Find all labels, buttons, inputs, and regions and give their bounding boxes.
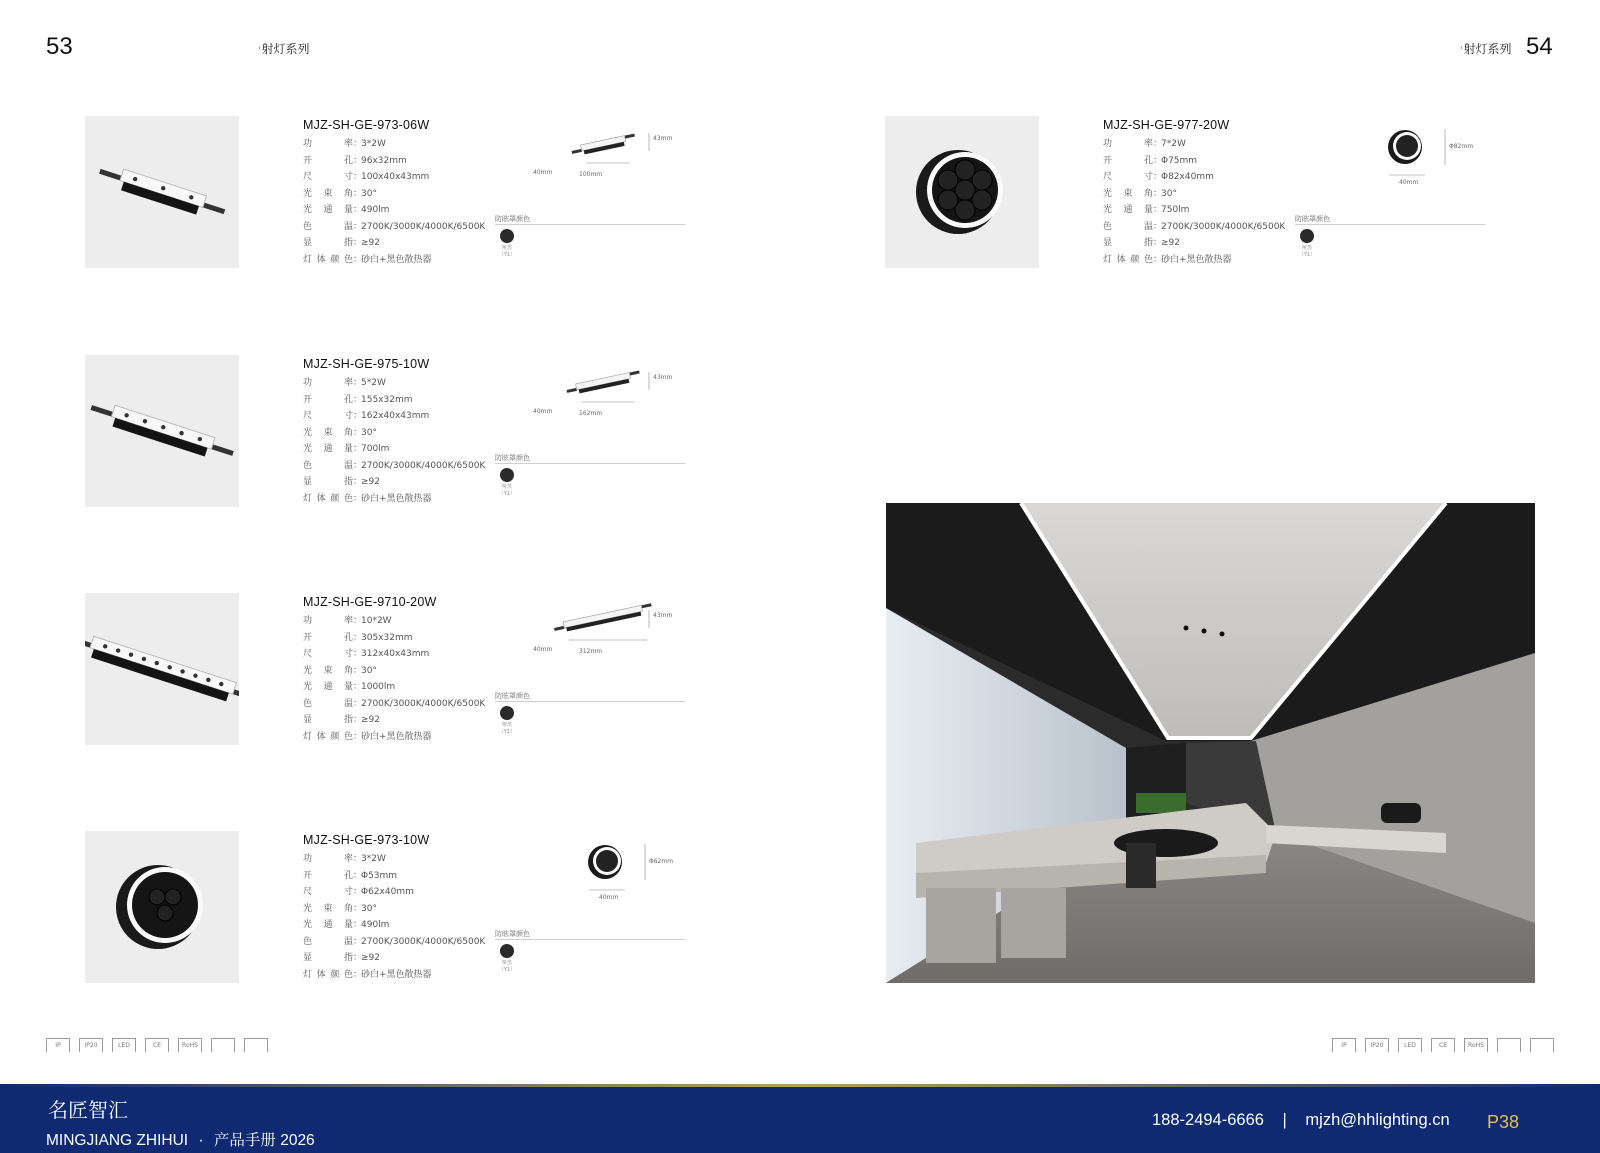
swatch-caption-name: 哑黑 — [501, 722, 512, 728]
spec-row — [303, 392, 485, 409]
living-room-illustration — [886, 503, 1535, 983]
swatch-section — [495, 214, 685, 259]
spec-value: Φ82x40mm — [1161, 172, 1214, 182]
swatch-caption-name: 哑黑 — [501, 484, 512, 490]
spec-label: 功 率 — [303, 139, 353, 149]
spec-label: 灯 体 颜 色 — [1103, 254, 1153, 265]
spec-colon: ： — [353, 493, 363, 504]
spec-row — [303, 491, 485, 508]
spec-list — [303, 613, 485, 745]
spec-list — [303, 375, 485, 507]
spec-colon: ： — [353, 155, 363, 166]
spec-value: 3*2W — [361, 139, 386, 149]
spec-row — [303, 646, 485, 663]
spec-value: 490lm — [361, 920, 390, 930]
dimension-drawing — [525, 360, 685, 420]
spec-label: 开 孔 — [303, 632, 353, 643]
spec-value: 7*2W — [1161, 139, 1186, 149]
spec-label: 灯 体 颜 色 — [303, 493, 353, 504]
swatch-caption-name: 哑黑 — [501, 245, 512, 251]
spec-value: 2700K/3000K/4000K/6500K — [361, 460, 486, 471]
swatch-title: 防眩罩颜色 — [495, 215, 530, 223]
swatch-title: 防眩罩颜色 — [495, 454, 530, 462]
product-model: MJZ-SH-GE-977-20W — [1103, 118, 1230, 132]
spec-colon: ： — [1153, 205, 1163, 215]
spec-list — [303, 136, 485, 268]
spec-value: 砂白+黑色散热器 — [361, 254, 432, 265]
swatch-matte-black — [1300, 229, 1314, 243]
spec-label: 光 通 量 — [303, 205, 353, 215]
spec-value: 155x32mm — [361, 394, 413, 405]
swatch-section — [495, 929, 685, 974]
dimension-sketch — [525, 836, 685, 896]
spec-colon: ： — [353, 936, 363, 947]
swatch-caption — [495, 722, 519, 736]
certification-icon: IP — [1332, 1038, 1356, 1052]
spec-row — [303, 202, 485, 219]
certifications-right — [1332, 1038, 1563, 1052]
spec-colon: ： — [353, 254, 363, 265]
certifications-left — [46, 1038, 277, 1052]
spec-row — [303, 901, 485, 918]
spec-row — [303, 679, 485, 696]
spec-row — [303, 934, 485, 951]
brand-english-name: MINGJIANG ZHIHUI — [46, 1132, 189, 1149]
certification-icon — [1497, 1038, 1521, 1052]
dimension-drawing — [1325, 121, 1485, 186]
swatch-caption-name: 哑黑 — [501, 960, 512, 966]
product-image — [885, 116, 1039, 268]
contact-separator: | — [1282, 1111, 1287, 1129]
dimension-drawing — [525, 598, 685, 658]
spec-row — [1103, 235, 1285, 252]
spec-colon: ： — [353, 427, 363, 438]
swatch-title: 防眩罩颜色 — [495, 692, 530, 700]
certification-icon — [211, 1038, 235, 1052]
spec-row — [303, 441, 485, 458]
spec-row — [303, 219, 485, 236]
spec-label: 灯 体 颜 色 — [303, 731, 353, 742]
product-model: MJZ-SH-GE-975-10W — [303, 357, 430, 371]
phone-number: 188-2494-6666 — [1152, 1111, 1264, 1129]
spec-colon: ： — [353, 920, 363, 930]
spec-row — [1103, 252, 1285, 269]
dimension-label: 40mm — [533, 646, 553, 653]
spec-colon: ： — [353, 632, 363, 643]
spec-label: 尺 寸 — [1103, 172, 1153, 182]
spec-row — [303, 696, 485, 713]
certification-icon: RoHS — [1464, 1038, 1488, 1052]
spec-value: 30° — [361, 903, 377, 914]
spec-value: 5*2W — [361, 378, 386, 388]
spec-row — [303, 868, 485, 885]
spec-value: 162x40x43mm — [361, 411, 430, 421]
certification-icon: LED — [1398, 1038, 1422, 1052]
spec-colon: ： — [353, 139, 363, 149]
spec-list — [1103, 136, 1285, 268]
spec-label: 功 率 — [303, 854, 353, 864]
spec-label: 光 通 量 — [303, 920, 353, 930]
certification-icon: RoHS — [178, 1038, 202, 1052]
spec-list — [303, 851, 485, 983]
spec-value: 30° — [361, 427, 377, 438]
spec-label: 显 指 — [303, 953, 353, 963]
spec-row — [1103, 169, 1285, 186]
dimension-drawing — [525, 836, 685, 901]
spec-row — [1103, 186, 1285, 203]
swatch-caption-code: （Y1） — [498, 491, 516, 497]
spec-colon: ： — [1153, 188, 1163, 199]
spec-row — [303, 375, 485, 392]
product-image — [85, 593, 239, 745]
spec-label: 开 孔 — [303, 155, 353, 166]
spec-label: 开 孔 — [303, 870, 353, 881]
spec-value: 10*2W — [361, 616, 392, 626]
spec-colon: ： — [353, 854, 363, 864]
spec-value: ≥92 — [361, 238, 380, 248]
spec-row — [303, 235, 485, 252]
swatch-matte-black — [500, 229, 514, 243]
spec-row — [303, 425, 485, 442]
spec-row — [303, 729, 485, 746]
spec-label: 光 束 角 — [303, 427, 353, 438]
product-image — [85, 355, 239, 507]
dimension-label: Φ82mm — [1449, 143, 1474, 150]
spec-row — [1103, 219, 1285, 236]
swatch-section — [495, 691, 685, 736]
certification-icon: IP20 — [1365, 1038, 1389, 1052]
spec-label: 尺 寸 — [303, 172, 353, 182]
spec-label: 灯 体 颜 色 — [303, 969, 353, 980]
spec-value: 砂白+黑色散热器 — [1161, 254, 1232, 265]
spec-label: 尺 寸 — [303, 411, 353, 421]
swatch-divider — [495, 463, 685, 464]
product-thumbnail — [85, 355, 239, 507]
spec-value: 700lm — [361, 444, 390, 454]
spec-label: 尺 寸 — [303, 649, 353, 659]
certification-icon: IP20 — [79, 1038, 103, 1052]
spec-row — [303, 712, 485, 729]
spec-row — [303, 474, 485, 491]
spec-label: 色 温 — [303, 460, 353, 471]
swatch-caption-code: （Y1） — [498, 252, 516, 258]
spec-value: 96x32mm — [361, 155, 407, 166]
swatch-caption — [495, 245, 519, 259]
spec-value: Φ62x40mm — [361, 887, 414, 897]
swatch-caption — [495, 960, 519, 974]
swatch-caption-name: 哑黑 — [1301, 245, 1312, 251]
swatch-caption-code: （Y1） — [1298, 252, 1316, 258]
spec-colon: ： — [353, 444, 363, 454]
catalog-title: 产品手册 2026 — [213, 1132, 315, 1149]
spec-colon: ： — [353, 682, 363, 692]
spec-colon: ： — [353, 665, 363, 676]
spec-label: 光 束 角 — [303, 903, 353, 914]
spec-value: ≥92 — [361, 953, 380, 963]
spec-label: 光 束 角 — [303, 665, 353, 676]
spec-colon: ： — [353, 477, 363, 487]
spec-value: 30° — [1161, 188, 1177, 199]
left-series-label: ' 射灯系列 — [258, 40, 310, 57]
spec-label: 显 指 — [303, 238, 353, 248]
swatch-divider — [495, 939, 685, 940]
spec-label: 功 率 — [303, 616, 353, 626]
spec-colon: ： — [353, 887, 363, 897]
spec-value: 1000lm — [361, 682, 396, 692]
spec-row — [303, 136, 485, 153]
dimension-label: 40mm — [533, 408, 553, 415]
spec-label: 光 束 角 — [303, 188, 353, 199]
dimension-label: Φ62mm — [649, 858, 674, 865]
swatch-section — [1295, 214, 1485, 259]
swatch-divider — [495, 224, 685, 225]
spec-label: 光 通 量 — [1103, 205, 1153, 215]
spec-colon: ： — [353, 731, 363, 742]
spec-row — [303, 884, 485, 901]
spec-row — [1103, 136, 1285, 153]
spec-colon: ： — [353, 221, 363, 232]
spec-colon: ： — [353, 969, 363, 980]
spec-label: 显 指 — [303, 715, 353, 725]
spec-label: 显 指 — [1103, 238, 1153, 248]
spec-colon: ： — [353, 698, 363, 709]
certification-icon — [1530, 1038, 1554, 1052]
swatch-divider — [1295, 224, 1485, 225]
footer-page-number: P38 — [1487, 1112, 1520, 1132]
spec-row — [1103, 153, 1285, 170]
spec-label: 光 通 量 — [303, 444, 353, 454]
spec-colon: ： — [353, 649, 363, 659]
spec-colon: ： — [353, 715, 363, 725]
product-card — [85, 116, 705, 276]
spec-label: 开 孔 — [1103, 155, 1153, 166]
brand-dot: · — [198, 1132, 204, 1149]
spec-row — [303, 252, 485, 269]
product-thumbnail — [885, 116, 1039, 268]
product-thumbnail — [85, 593, 239, 745]
spec-value: 312x40x43mm — [361, 649, 430, 659]
spec-value: 30° — [361, 188, 377, 199]
product-model: MJZ-SH-GE-973-10W — [303, 833, 430, 847]
swatch-matte-black — [500, 944, 514, 958]
product-card — [85, 593, 705, 753]
spec-label: 色 温 — [303, 698, 353, 709]
swatch-caption-code: （Y1） — [498, 967, 516, 973]
spec-value: Φ53mm — [361, 870, 398, 881]
spec-row — [303, 630, 485, 647]
dimension-label: 40mm — [1399, 179, 1419, 186]
spec-row — [303, 613, 485, 630]
room-photo — [886, 503, 1535, 983]
product-thumbnail — [85, 116, 239, 268]
swatch-divider — [495, 701, 685, 702]
dimension-label: 43mm — [653, 374, 673, 381]
spec-label: 尺 寸 — [303, 887, 353, 897]
spec-label: 色 温 — [303, 936, 353, 947]
spec-value: 3*2W — [361, 854, 386, 864]
spec-colon: ： — [353, 903, 363, 914]
product-card — [885, 116, 1505, 276]
spec-label: 光 通 量 — [303, 682, 353, 692]
brand-line — [46, 1128, 315, 1150]
swatch-section — [495, 453, 685, 498]
dimension-label: 43mm — [653, 135, 673, 142]
spec-colon: ： — [1153, 139, 1163, 149]
spec-colon: ： — [353, 378, 363, 388]
spec-label: 色 温 — [1103, 221, 1153, 232]
spec-colon: ： — [353, 411, 363, 421]
spec-colon: ： — [353, 172, 363, 182]
spec-value: ≥92 — [361, 715, 380, 725]
swatch-caption-code: （Y1） — [498, 729, 516, 735]
spec-colon: ： — [1153, 254, 1163, 265]
spec-row — [303, 169, 485, 186]
spec-value: 305x32mm — [361, 632, 413, 643]
spec-label: 功 率 — [1103, 139, 1153, 149]
spec-value: ≥92 — [1161, 238, 1180, 248]
dimension-sketch — [1325, 121, 1485, 181]
spec-colon: ： — [353, 188, 363, 199]
spec-colon: ： — [353, 238, 363, 248]
product-image — [85, 831, 239, 983]
swatch-caption — [495, 484, 519, 498]
spec-colon: ： — [353, 616, 363, 626]
swatch-matte-black — [500, 468, 514, 482]
spec-colon: ： — [1153, 221, 1163, 232]
certification-icon: IP — [46, 1038, 70, 1052]
spec-colon: ： — [353, 870, 363, 881]
certification-icon: CE — [1431, 1038, 1455, 1052]
right-series-label: ' 射灯系列 — [1460, 40, 1512, 57]
dimension-label: 162mm — [579, 410, 603, 417]
product-card — [85, 355, 705, 515]
spec-value: 2700K/3000K/4000K/6500K — [1161, 221, 1286, 232]
dimension-label: 43mm — [653, 612, 673, 619]
spec-value: 砂白+黑色散热器 — [361, 969, 432, 980]
spec-colon: ： — [353, 394, 363, 405]
spec-value: 100x40x43mm — [361, 172, 430, 182]
spec-row — [303, 153, 485, 170]
product-thumbnail — [85, 831, 239, 983]
spec-colon: ： — [353, 460, 363, 471]
spec-value: Φ75mm — [1161, 155, 1198, 166]
spec-label: 灯 体 颜 色 — [303, 254, 353, 265]
spec-colon: ： — [1153, 238, 1163, 248]
swatch-caption — [1295, 245, 1319, 259]
swatch-title: 防眩罩颜色 — [1295, 215, 1330, 223]
certification-icon: LED — [112, 1038, 136, 1052]
spec-value: 2700K/3000K/4000K/6500K — [361, 221, 486, 232]
product-model: MJZ-SH-GE-9710-20W — [303, 595, 437, 609]
spec-label: 显 指 — [303, 477, 353, 487]
spec-row — [303, 408, 485, 425]
product-image — [85, 116, 239, 268]
spec-value: 490lm — [361, 205, 390, 215]
spec-colon: ： — [353, 205, 363, 215]
spec-colon: ： — [1153, 155, 1163, 166]
spec-row — [303, 458, 485, 475]
spec-label: 功 率 — [303, 378, 353, 388]
product-model: MJZ-SH-GE-973-06W — [303, 118, 430, 132]
spec-value: 30° — [361, 665, 377, 676]
product-card — [85, 831, 705, 991]
spec-value: 750lm — [1161, 205, 1190, 215]
certification-icon — [244, 1038, 268, 1052]
spec-value: 2700K/3000K/4000K/6500K — [361, 698, 486, 709]
certification-icon: CE — [145, 1038, 169, 1052]
dimension-label: 100mm — [579, 171, 603, 178]
dimension-drawing — [525, 121, 685, 181]
spec-row — [303, 186, 485, 203]
spec-value: 2700K/3000K/4000K/6500K — [361, 936, 486, 947]
spec-row — [303, 967, 485, 984]
swatch-title: 防眩罩颜色 — [495, 930, 530, 938]
spec-label: 光 束 角 — [1103, 188, 1153, 199]
spec-label: 开 孔 — [303, 394, 353, 405]
dimension-label: 40mm — [533, 169, 553, 176]
spec-colon: ： — [353, 953, 363, 963]
spec-colon: ： — [1153, 172, 1163, 182]
dimension-label: 312mm — [579, 648, 603, 655]
dimension-label: 40mm — [599, 894, 619, 901]
contact-line — [1152, 1111, 1450, 1130]
spec-row — [303, 950, 485, 967]
brand-chinese-name: 名匠智汇 — [48, 1098, 128, 1122]
spec-row — [303, 851, 485, 868]
spec-value: 砂白+黑色散热器 — [361, 731, 432, 742]
right-page-number: 54 — [1526, 33, 1553, 60]
left-page-number: 53 — [46, 33, 73, 60]
spec-label: 色 温 — [303, 221, 353, 232]
spec-row — [303, 663, 485, 680]
spec-row — [303, 917, 485, 934]
spec-value: ≥92 — [361, 477, 380, 487]
swatch-matte-black — [500, 706, 514, 720]
spec-row — [1103, 202, 1285, 219]
email-address: mjzh@hhlighting.cn — [1305, 1111, 1450, 1129]
spec-value: 砂白+黑色散热器 — [361, 493, 432, 504]
